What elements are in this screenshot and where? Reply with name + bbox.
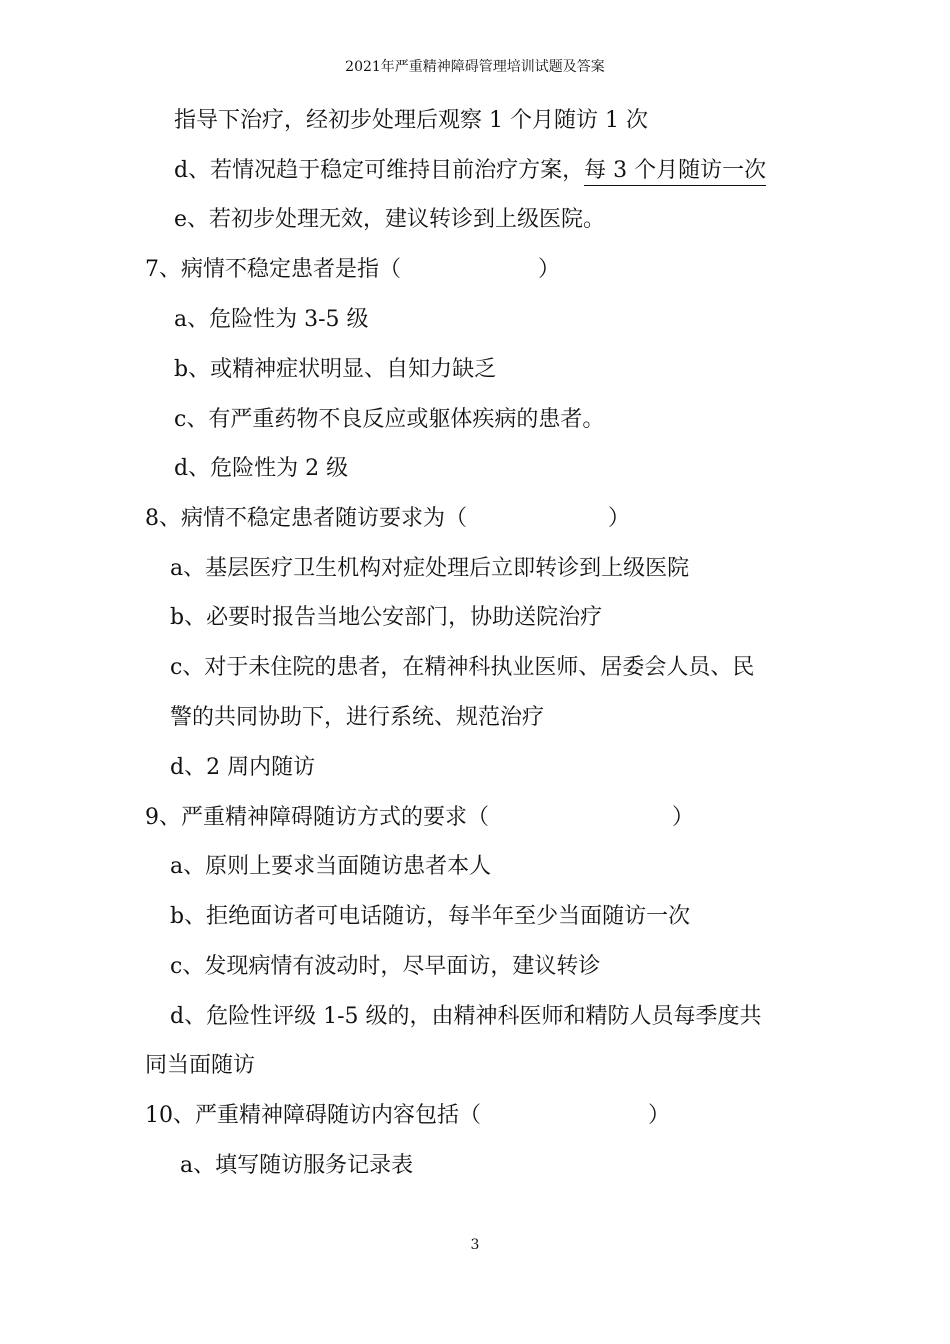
option-d	[174, 156, 766, 186]
option-text: d、若情况趋于稳定可维持目前治疗方案，	[174, 158, 585, 183]
option-c: c、对于未住院的患者，在精神科执业医师、居委会人员、民	[170, 655, 755, 680]
question-9: 9、严重精神障碍随访方式的要求（	[145, 805, 489, 830]
option-a: a、填写随访服务记录表	[180, 1153, 414, 1178]
text-line: 指导下治疗，经初步处理后观察 1 个月随访 1 次	[174, 108, 648, 133]
answer-blank-close: ）	[648, 1103, 671, 1128]
option-c-continued: 警的共同协助下，进行系统、规范治疗	[170, 705, 545, 730]
option-d: d、危险性为 2 级	[174, 456, 349, 481]
option-c: c、有严重药物不良反应或躯体疾病的患者。	[174, 407, 605, 432]
page-header: 2021年严重精神障碍管理培训试题及答案	[345, 59, 605, 75]
answer-blank-close: ）	[608, 506, 631, 531]
answer-blank-close: ）	[538, 257, 561, 282]
option-d-continued: 同当面随访	[145, 1053, 256, 1078]
option-b: b、必要时报告当地公安部门，协助送院治疗	[170, 605, 603, 630]
option-b: b、拒绝面访者可电话随访，每半年至少当面随访一次	[170, 904, 691, 929]
option-c: c、发现病情有波动时，尽早面访，建议转诊	[170, 954, 601, 979]
underlined-text: 每 3 个月随访一次	[584, 158, 766, 186]
option-a: a、危险性为 3-5 级	[174, 307, 369, 332]
page-number: 3	[470, 1237, 480, 1253]
option-b: b、或精神症状明显、自知力缺乏	[174, 357, 497, 382]
question-8: 8、病情不稳定患者随访要求为（	[145, 506, 467, 531]
answer-blank-close: ）	[672, 805, 695, 830]
option-a: a、原则上要求当面随访患者本人	[170, 854, 492, 879]
question-10: 10、严重精神障碍随访内容包括（	[145, 1103, 481, 1128]
option-a: a、基层医疗卫生机构对症处理后立即转诊到上级医院	[170, 556, 690, 581]
option-d: d、2 周内随访	[170, 755, 316, 780]
option-e: e、若初步处理无效，建议转诊到上级医院。	[174, 207, 606, 232]
question-7: 7、病情不稳定患者是指（	[145, 257, 401, 282]
option-d: d、危险性评级 1-5 级的，由精神科医师和精防人员每季度共	[170, 1004, 762, 1029]
